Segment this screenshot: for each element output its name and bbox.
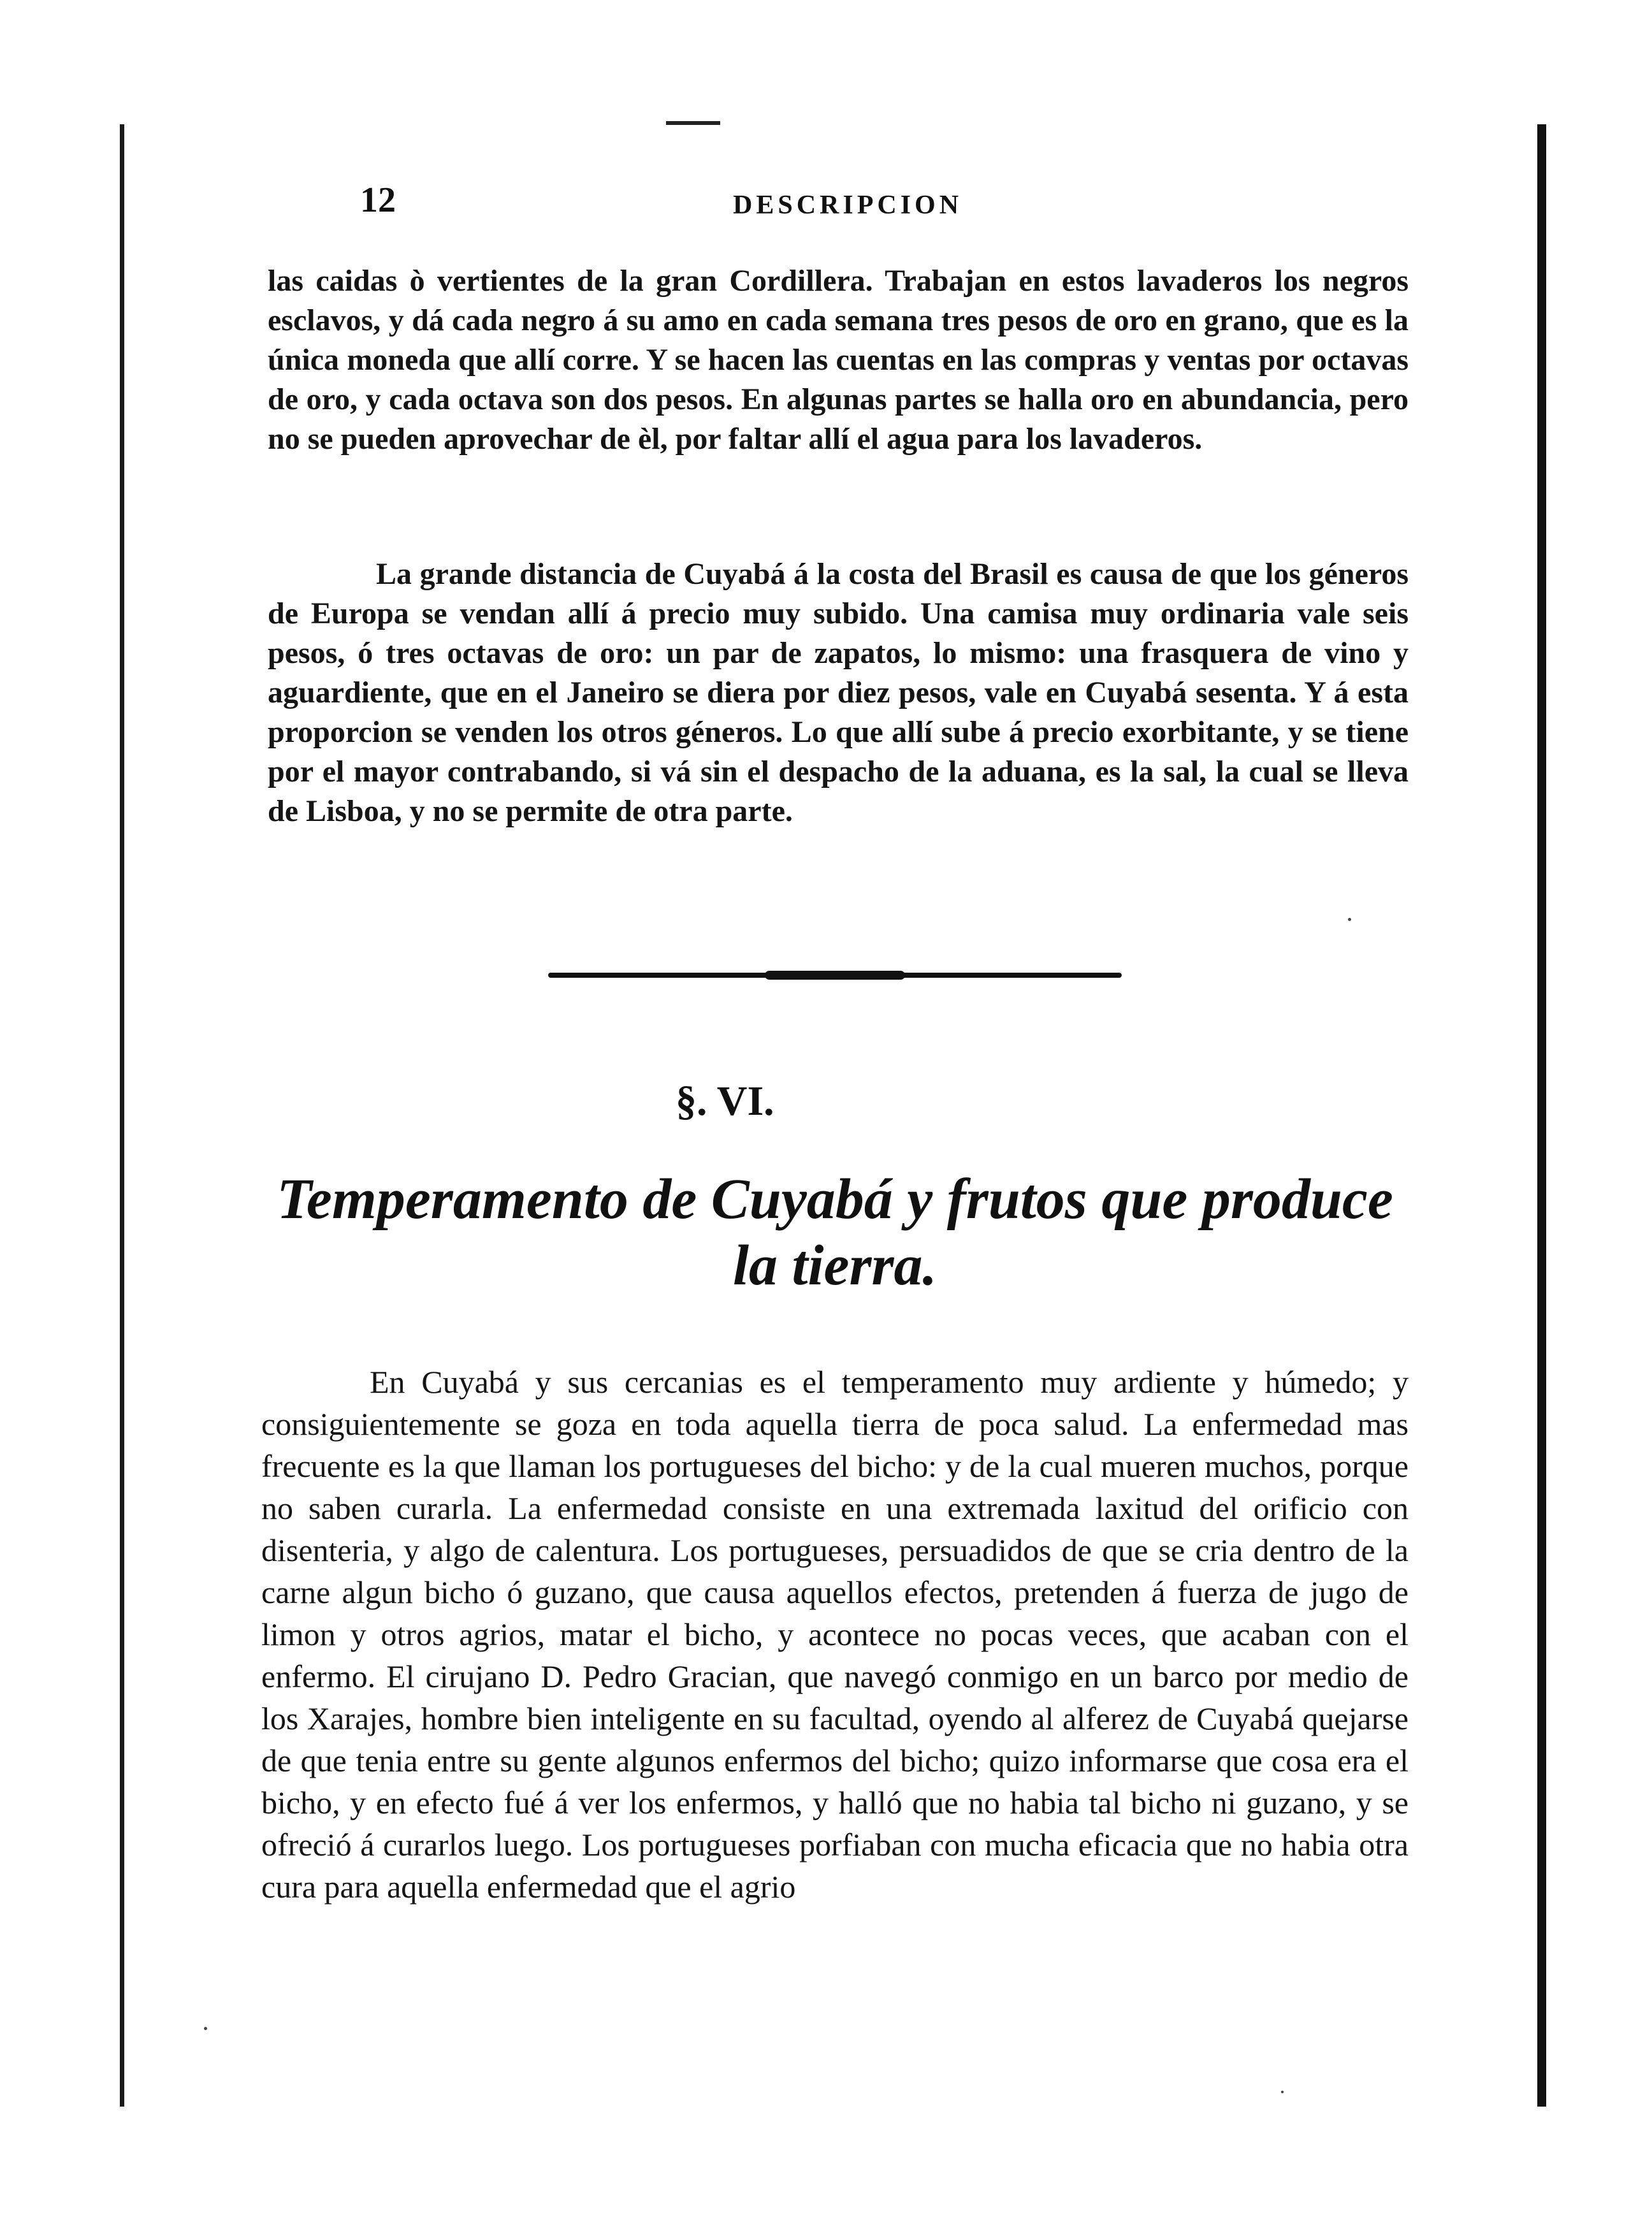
running-head: DESCRIPCION	[733, 191, 963, 220]
section-title-line-2: la tierra.	[732, 1234, 937, 1297]
section-title	[255, 1166, 1415, 1299]
ink-speck	[1281, 2091, 1284, 2093]
ink-speck	[204, 2027, 207, 2030]
paragraph-lavaderos: las caidas ò vertientes de la gran Cordillera. Trabajan en estos lavaderos los negros esclavos, y dá cada negro á su amo en cada semana tres pesos de oro en grano, que es la única moneda que allí corre. Y se hacen las cuentas en las compras y ventas por octavas de oro, y cada octava son dos pesos. En algunas partes se halla oro en abundancia, pero no se pueden aprovechar de èl, por faltar allí el agua para los lavaderos.	[268, 264, 1409, 456]
section-title-line-1: Temperamento de Cuyabá y frutos que produce	[277, 1168, 1393, 1231]
section-divider	[548, 973, 1122, 978]
paragraph-temperamento: En Cuyabá y sus cercanias es el temperamento muy ardiente y húmedo; y consiguientemente se goza en toda aquella tierra de poca salud. La enfermedad mas frecuente es la que llaman los portugueses del bicho: y de la cual mueren muchos, porque no saben curarla. La enfermedad consiste en una extremada laxitud del orificio con disenteria, y algo de calentura. Los portugueses, persuadidos de que se cria dentro de la carne algun bicho ó guzano, que causa aquellos efectos, pretenden á fuerza de jugo de limon y otros agrios, matar el bicho, y acontece no pocas veces, que acaban con el enfermo. El cirujano D. Pedro Gracian, que navegó conmigo en un barco por medio de los Xarajes, hombre bien inteligente en su facultad, oyendo al alferez de Cuyabá quejarse de que tenia entre su gente algunos enfermos del bicho; quizo informarse que cosa era el bicho, y en efecto fué á ver los enfermos, y halló que no habia tal bicho ni guzano, y se ofreció á curarlos luego. Los portugueses porfiaban con mucha eficacia que no habia otra cura para aquella enfermedad que el agrio	[261, 1364, 1409, 1905]
paragraph-precios: La grande distancia de Cuyabá á la costa del Brasil es causa de que los géneros de Europa se vendan allí á precio muy subido. Una camisa muy ordinaria vale seis pesos, ó tres octavas de oro: un par de zapatos, lo mismo: una frasquera de vino y aguardiente, que en el Janeiro se diera por diez pesos, vale en Cuyabá sesenta. Y á esta proporcion se venden los otros géneros. Lo que allí sube á precio exorbitante, y se tiene por el mayor contrabando, si vá sin el despacho de la aduana, es la sal, la cual se lleva de Lisboa, y no se permite de otra parte.	[268, 557, 1409, 828]
page-number: 12	[360, 180, 396, 220]
top-mark	[666, 121, 720, 125]
ink-speck	[1348, 918, 1351, 921]
section-number: §. VI.	[676, 1078, 774, 1124]
page-right-edge	[1537, 124, 1546, 2107]
page-left-edge	[120, 124, 124, 2107]
